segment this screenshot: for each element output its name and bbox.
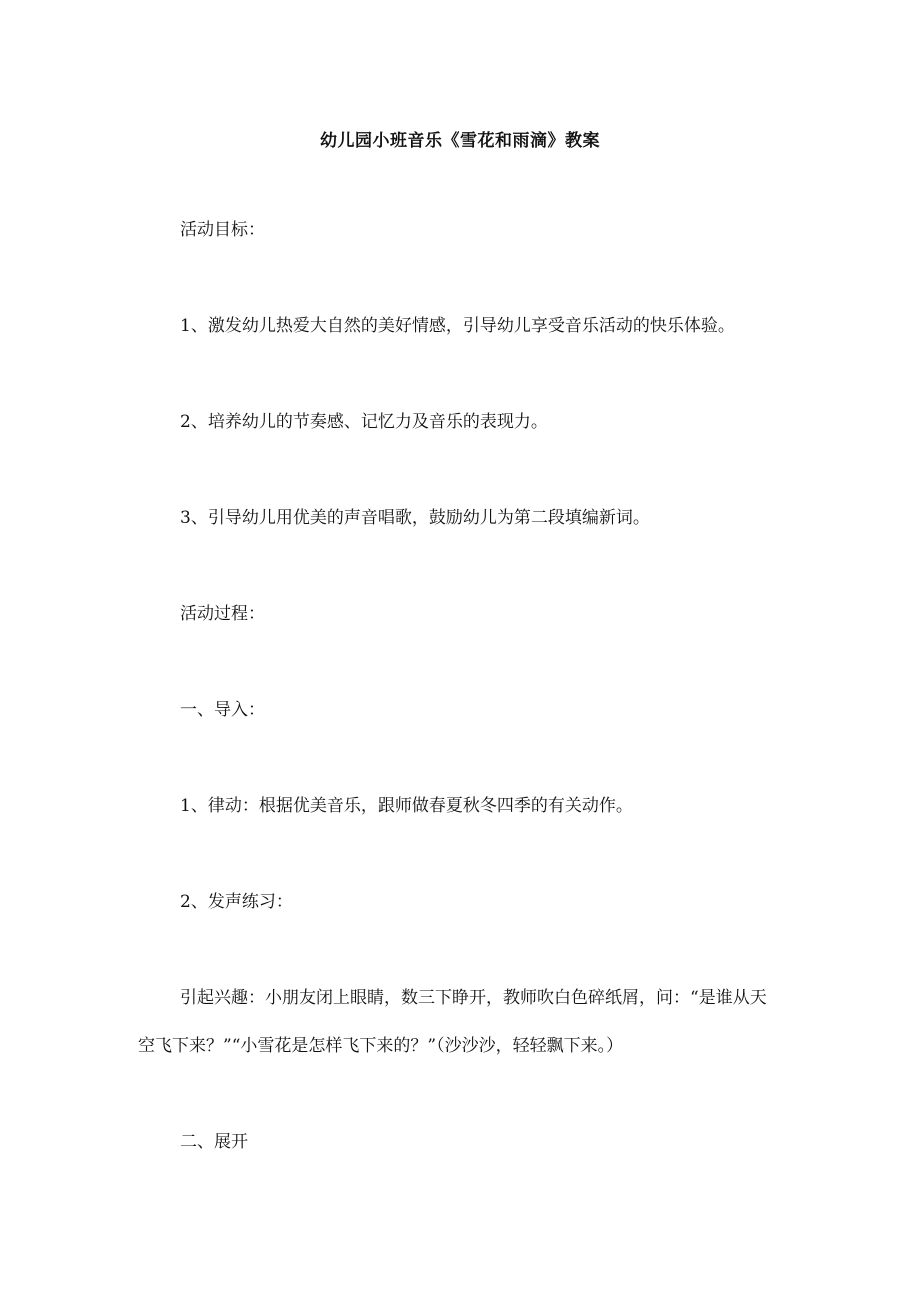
step-heading-expand: 二、展开 <box>180 1132 248 1152</box>
step-heading-intro: 一、导入： <box>180 700 265 720</box>
section-heading-process: 活动过程： <box>180 604 265 624</box>
intro-item-1: 1、律动：根据优美音乐，跟师做春夏秋冬四季的有关动作。 <box>180 796 633 816</box>
document-title: 幼儿园小班音乐《雪花和雨滴》教案 <box>320 131 600 151</box>
intro-item-2: 2、发声练习： <box>180 892 293 912</box>
goal-item-2: 2、培养幼儿的节奏感、记忆力及音乐的表现力。 <box>180 412 548 432</box>
section-heading-goals: 活动目标： <box>180 220 265 240</box>
goal-item-1: 1、激发幼儿热爱大自然的美好情感，引导幼儿享受音乐活动的快乐体验。 <box>180 316 735 336</box>
interest-paragraph: 引起兴趣：小朋友闭上眼睛，数三下睁开，教师吹白色碎纸屑，问：“是谁从天空飞下来？”“小雪花是怎样飞下来的？”（沙沙沙，轻轻飘下来。） <box>138 988 767 1056</box>
goal-item-3: 3、引导幼儿用优美的声音唱歌，鼓励幼儿为第二段填编新词。 <box>180 508 650 528</box>
